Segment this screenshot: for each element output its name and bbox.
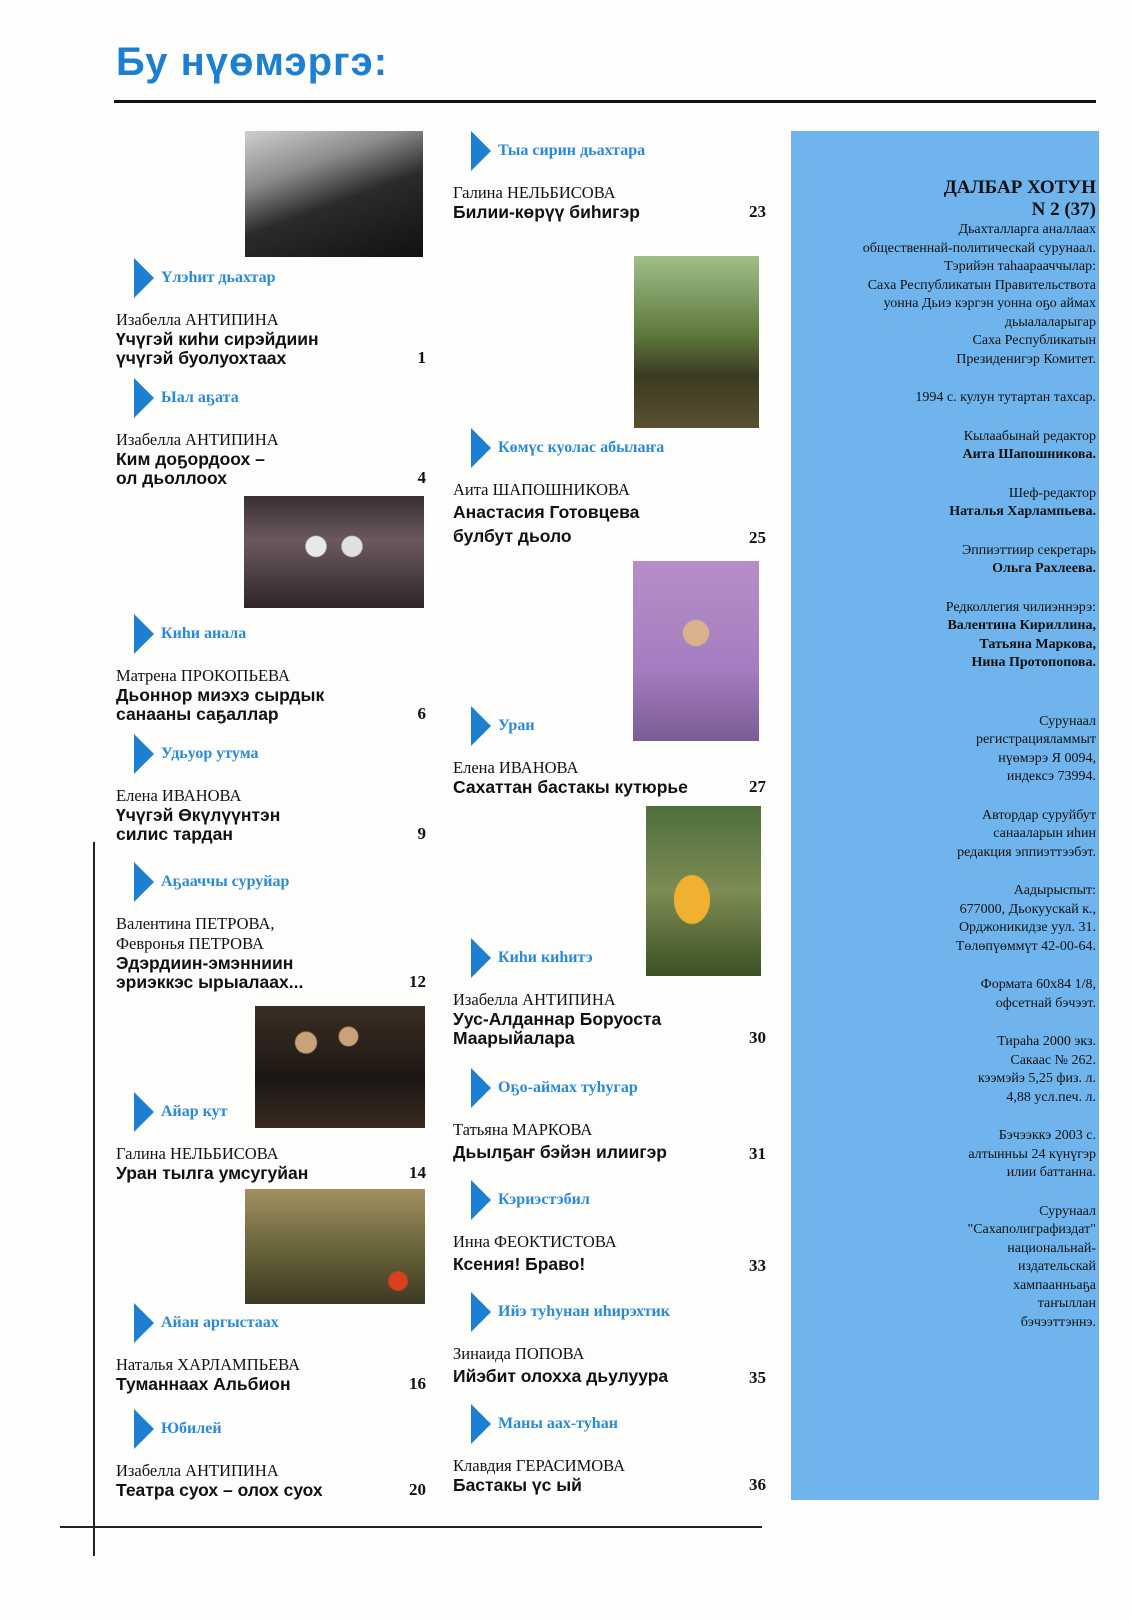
publisher-info: Сурунаал "Сахаполиграфиздат" национальнай- издательскай хампаанньаҕа таҥыллан бэчээттэннэ.	[967, 1203, 1096, 1330]
page-number: 36	[749, 1475, 766, 1494]
printed-date: Бэчээккэ 2003 с. алтынньы 24 күнүгэр илии баттанна.	[968, 1128, 1096, 1180]
editor-name: Аита Шапошникова.	[962, 447, 1096, 462]
article-title: Үчүгэй Өкүлүүнтэн силис тардан	[116, 805, 281, 844]
author: Галина НЕЛЬБИСОВА	[116, 1144, 279, 1163]
imprint-sidebar	[791, 131, 1099, 1500]
author: Матрена ПРОКОПЬЕВА	[116, 666, 290, 685]
article-title: Туманнаах Альбион	[116, 1374, 291, 1394]
author: Изабелла АНТИПИНА	[116, 310, 279, 329]
toc-entry[interactable]	[116, 1409, 426, 1500]
page-number: 27	[749, 777, 766, 796]
article-title: Сахаттан бастакы кутюрье	[453, 777, 688, 797]
article-title: Театра суох – олох суох	[116, 1480, 323, 1500]
page-number: 1	[417, 348, 426, 367]
article-title: Эдэрдиин-эмэнниин эриэккэс ырыалаах...	[116, 953, 304, 992]
arrow-icon	[471, 131, 491, 171]
arrow-icon	[134, 378, 154, 418]
founded-note: 1994 с. кулун тутартан тахсар.	[915, 390, 1096, 405]
article-title: Бастакы үс ый	[453, 1475, 582, 1495]
issue-number: N 2 (37)	[1031, 199, 1096, 220]
article-title: Дьоннор миэхэ сырдык санааны саҕаллар	[116, 685, 325, 724]
article-title: Уус-Алданнар Боруоста Маарыйалара	[453, 1009, 662, 1048]
secretary-name: Ольга Рахлеева.	[992, 561, 1096, 576]
photo-group-outdoors	[245, 1189, 425, 1304]
toc-entry[interactable]	[116, 378, 426, 488]
arrow-icon	[134, 1092, 154, 1132]
toc-entry[interactable]	[453, 428, 766, 548]
page-number: 25	[749, 528, 766, 547]
author: Зинаида ПОПОВА	[453, 1344, 585, 1363]
author: Инна ФЕОКТИСТОВА	[453, 1232, 617, 1251]
article-title: Уран тылга умсугуйан	[116, 1163, 309, 1183]
arrow-icon	[134, 1303, 154, 1343]
section-label: Ийэ туһунан иһирэхтик	[498, 1303, 670, 1320]
bottom-rule	[60, 1526, 762, 1528]
toc-entry[interactable]	[453, 1404, 766, 1495]
section-label: Оҕо-аймах туһугар	[498, 1079, 638, 1096]
print-run-info: Тираһа 2000 экз. Сакаас № 262. кээмэйэ 5,25 физ. л. 4,88 усл.печ. л.	[977, 1034, 1096, 1105]
section-label: Айар кут	[161, 1103, 228, 1120]
arrow-icon	[471, 938, 491, 978]
arrow-icon	[471, 1180, 491, 1220]
page-number: 6	[417, 704, 426, 723]
page-number: 30	[749, 1028, 766, 1047]
article-title: Үчүгэй киһи сирэйдиин үчүгэй буолуохтаах	[116, 329, 319, 368]
registration-info: Сурунаал регистрацияламмыт нүөмэрэ Я 0094, индексэ 73994.	[975, 713, 1096, 784]
toc-entry[interactable]	[116, 258, 426, 368]
page-number: 20	[409, 1480, 426, 1499]
article-title: Ийэбит олохха дьулуура	[453, 1366, 669, 1386]
arrow-icon	[471, 1292, 491, 1332]
author: Елена ИВАНОВА	[116, 786, 242, 805]
page-number: 35	[749, 1368, 766, 1387]
author: Елена ИВАНОВА	[453, 758, 579, 777]
author: Изабелла АНТИПИНА	[116, 1461, 279, 1480]
author: Изабелла АНТИПИНА	[116, 430, 279, 449]
arrow-icon	[134, 862, 154, 902]
author: Аита ШАПОШНИКОВА	[453, 480, 630, 499]
arrow-icon	[471, 706, 491, 746]
disclaimer: Автордар суруйбут санааларын иһин редакция эппиэттээбэт.	[957, 807, 1096, 860]
toc-entry[interactable]	[453, 1068, 766, 1164]
toc-entry[interactable]	[116, 734, 426, 844]
photo-woman-field	[634, 256, 759, 428]
toc-entry[interactable]	[453, 706, 766, 797]
arrow-icon	[134, 1409, 154, 1449]
page-title: Бу нүөмэргэ:	[116, 40, 389, 84]
section-label: Уран	[498, 717, 535, 734]
toc-entry[interactable]	[453, 1180, 766, 1276]
section-label: Тыа сирин дьахтара	[498, 142, 646, 159]
board-names: Валентина Кириллина, Татьяна Маркова, Нина Протопопова.	[947, 618, 1096, 670]
board-label: Редколлегия чилиэннэрэ:	[945, 599, 1096, 615]
magazine-description: Дьахталларга аналлаах общественнай-политическай сурунаал. Тэрийэн таһаарааччылар: Саха Республикатын Правительствота уонна Дьиэ кэргэн уонна оҕо аймах дьыалаларыгар Саха Республикатын Президенигэр Комитет.	[862, 222, 1096, 367]
author: Изабелла АНТИПИНА	[453, 990, 616, 1009]
section-label: Киһи анала	[161, 625, 247, 642]
photo-woman-on-sofa	[245, 131, 423, 257]
toc-entry[interactable]	[116, 614, 426, 724]
article-title: Ким доҕордоох – ол дьоллоох	[116, 449, 265, 488]
page-number: 12	[409, 972, 426, 991]
chief-editor-label: Шеф-редактор	[1008, 485, 1096, 501]
author: Клавдия ГЕРАСИМОВА	[453, 1456, 626, 1475]
section-label: Киһи киһитэ	[498, 949, 593, 966]
arrow-icon	[134, 734, 154, 774]
magazine-title: ДАЛБАР ХОТУН	[943, 177, 1096, 198]
section-label: Кэриэстэбил	[498, 1191, 590, 1208]
section-label: Үлэһит дьахтар	[161, 269, 276, 286]
article-title: Билии-көрүү биһигэр	[453, 202, 640, 222]
article-title: Дьылҕаҥ бэйэн илиигэр	[453, 1142, 667, 1162]
arrow-icon	[134, 614, 154, 654]
editor-label: Кылаабынай редактор	[963, 428, 1096, 444]
toc-entry[interactable]	[116, 862, 426, 992]
toc-entry[interactable]	[453, 1292, 766, 1388]
toc-entry[interactable]	[116, 1092, 426, 1183]
section-label: Аҕааччы суруйар	[161, 873, 290, 890]
page-number: 23	[749, 202, 766, 221]
page-number: 9	[417, 824, 426, 843]
title-rule	[114, 100, 1096, 103]
article-title: Ксения! Браво!	[453, 1254, 586, 1274]
section-label: Удьуор утума	[161, 745, 259, 762]
arrow-icon	[471, 1068, 491, 1108]
section-label: Маны аах-туһан	[498, 1415, 618, 1432]
article-title: Анастасия Готовцева булбут дьоло	[453, 502, 640, 546]
page-number: 31	[749, 1144, 766, 1163]
author: Валентина ПЕТРОВА, Февронья ПЕТРОВА	[116, 914, 275, 953]
photo-folk-ensemble	[244, 496, 424, 608]
toc-entry[interactable]	[453, 131, 766, 222]
section-label: Ыал аҕата	[161, 389, 239, 406]
chief-editor-name: Наталья Харлампьева.	[949, 504, 1096, 519]
section-label: Көмүс куолас абылаҥа	[498, 439, 665, 456]
author: Татьяна МАРКОВА	[453, 1120, 593, 1139]
page-number: 33	[749, 1256, 766, 1275]
arrow-icon	[471, 1404, 491, 1444]
page-number: 14	[409, 1163, 426, 1182]
page-number: 16	[409, 1374, 426, 1393]
section-label: Юбилей	[161, 1420, 222, 1437]
left-vertical-rule	[93, 842, 95, 1556]
author: Наталья ХАРЛАМПЬЕВА	[116, 1355, 301, 1374]
page-number: 4	[417, 468, 426, 487]
author: Галина НЕЛЬБИСОВА	[453, 183, 616, 202]
address: Аадырыспыт: 677000, Дьокуускай к., Орджоникидзе уул. 31. Төлөпүөммүт 42-00-64.	[955, 883, 1096, 954]
arrow-icon	[134, 258, 154, 298]
format-info: Формата 60х84 1/8, офсетнай бэчээт.	[980, 977, 1096, 1011]
toc-entry[interactable]	[453, 938, 766, 1048]
section-label: Айан аргыстаах	[161, 1314, 279, 1331]
secretary-label: Эппиэттиир секретарь	[962, 542, 1096, 558]
toc-entry[interactable]	[116, 1303, 426, 1394]
arrow-icon	[471, 428, 491, 468]
